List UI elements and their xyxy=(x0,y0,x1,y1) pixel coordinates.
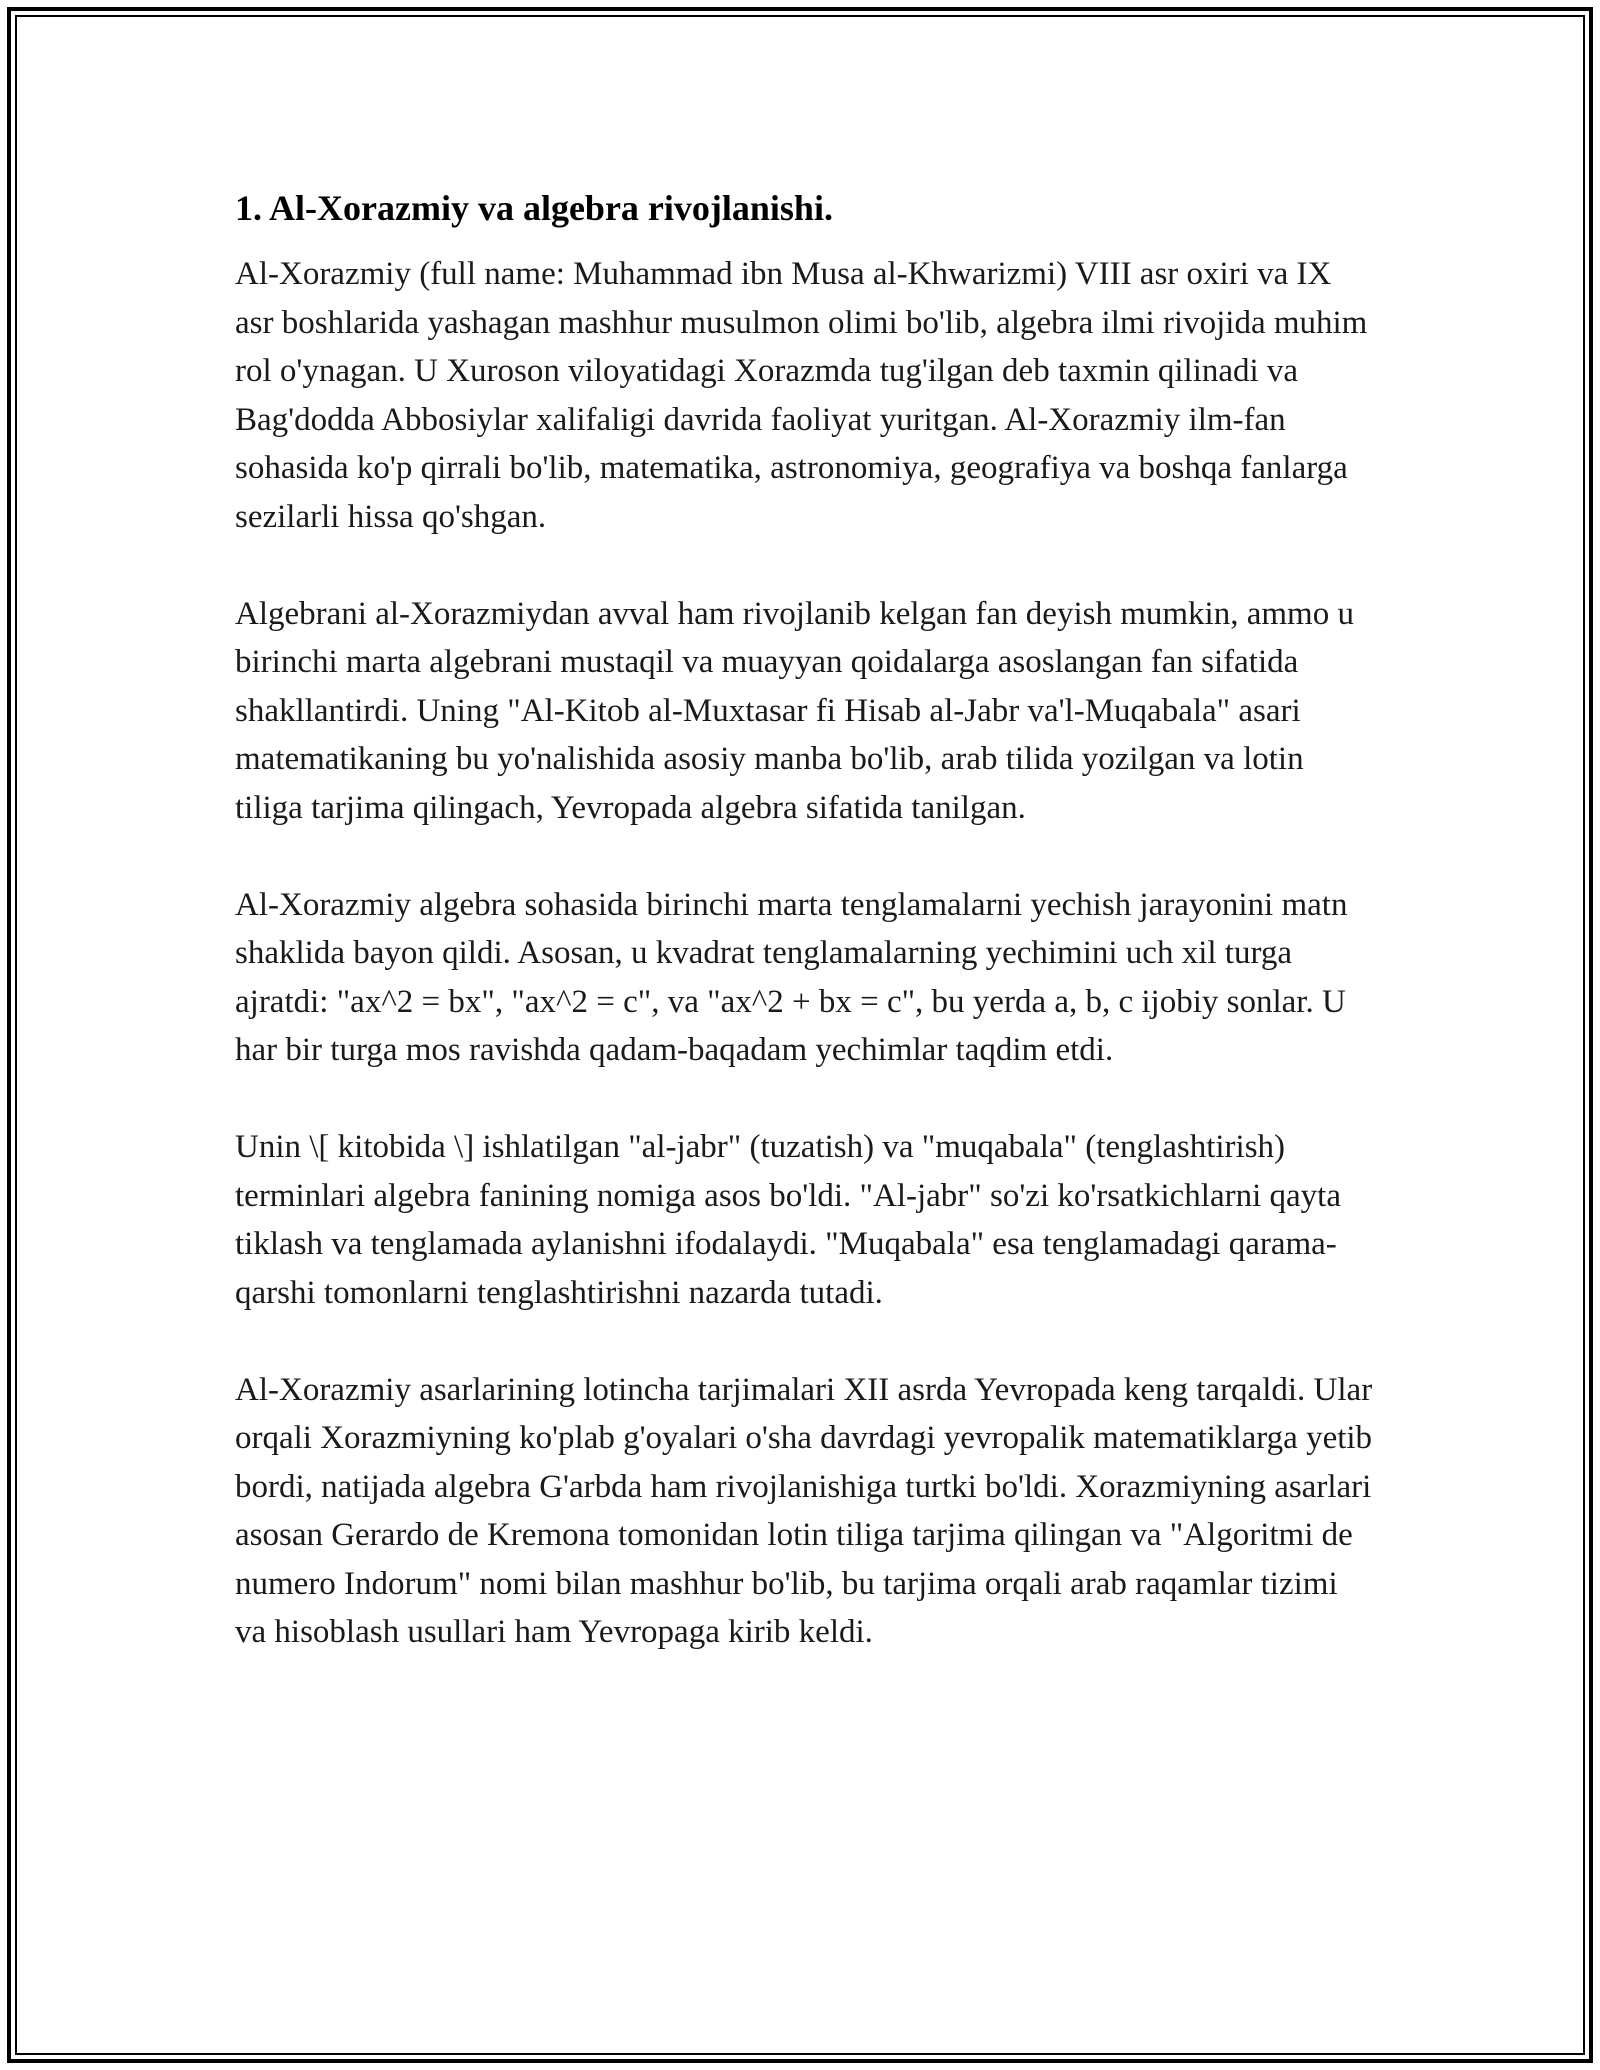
paragraph-5: Al-Xorazmiy asarlarining lotincha tarjimalari XII asrda Yevropada keng tarqaldi. Ular orqali Xorazmiyning ko'plab g'oyalari o'sha davrdagi yevropalik matematiklarga yetib bordi, natijada algebra G'arbda ham rivojlanishiga turtki bo'ldi. Xorazmiyning asarlari asosan Gerardo de Kremona tomonidan lotin tiliga tarjima qilingan va "Algoritmi de numero Indorum" nomi bilan mashhur bo'lib, bu tarjima orqali arab raqamlar tizimi va hisoblash usullari ham Yevropaga kirib keldi. xyxy=(235,1371,1373,1650)
paragraph-3: Al-Xorazmiy algebra sohasida birinchi marta tenglamalarni yechish jarayonini matn shaklida bayon qildi. Asosan, u kvadrat tenglamalarning yechimini uch xil turga ajratdi: "ax^2 = bx", "ax^2 = c", va "ax^2 + bx = c", bu yerda a, b, c ijobiy sonlar. U har bir turga mos ravishda qadam-baqadam yechimlar taqdim etdi. xyxy=(235,886,1348,1068)
paragraph-4: Unin \[ kitobida \] ishlatilgan "al-jabr" (tuzatish) va "muqabala" (tenglashtirish) terminlari algebra fanining nomiga asos bo'ldi. "Al-jabr" so'zi ko'rsatkichlarni qayta tiklash va tenglamada aylanishni ifodalaydi. "Muqabala" esa tenglamadagi qarama-qarshi tomonlarni tenglashtirishni nazarda tutadi. xyxy=(235,1129,1341,1311)
paragraph-1: Al-Xorazmiy (full name: Muhammad ibn Musa al-Khwarizmi) VIII asr oxiri va IX asr boshlarida yashagan mashhur musulmon olimi bo'lib, algebra ilmi rivojida muhim rol o'ynagan. U Xuroson viloyatidagi Xorazmda tug'ilgan deb taxmin qilinadi va Bag'dodda Abbosiylar xalifaligi davrida faoliyat yuritgan. Al-Xorazmiy ilm-fan sohasida ko'p qirrali bo'lib, matematika, astronomiya, geografiya va boshqa fanlarga sezilarli hissa qo'shgan. xyxy=(235,256,1368,535)
section-heading: 1. Al-Xorazmiy va algebra rivojlanishi. xyxy=(235,188,833,228)
paragraph-2: Algebrani al-Xorazmiydan avval ham rivojlanib kelgan fan deyish mumkin, ammo u birinchi marta algebrani mustaqil va muayyan qoidalarga asoslangan fan sifatida shakllantirdi. Uning "Al-Kitob al-Muxtasar fi Hisab al-Jabr va'l-Muqabala" asari matematikaning bu yo'nalishida asosiy manba bo'lib, arab tilida yozilgan va lotin tiliga tarjima qilingach, Yevropada algebra sifatida tanilgan. xyxy=(235,595,1354,826)
document-body xyxy=(235,186,1375,1657)
